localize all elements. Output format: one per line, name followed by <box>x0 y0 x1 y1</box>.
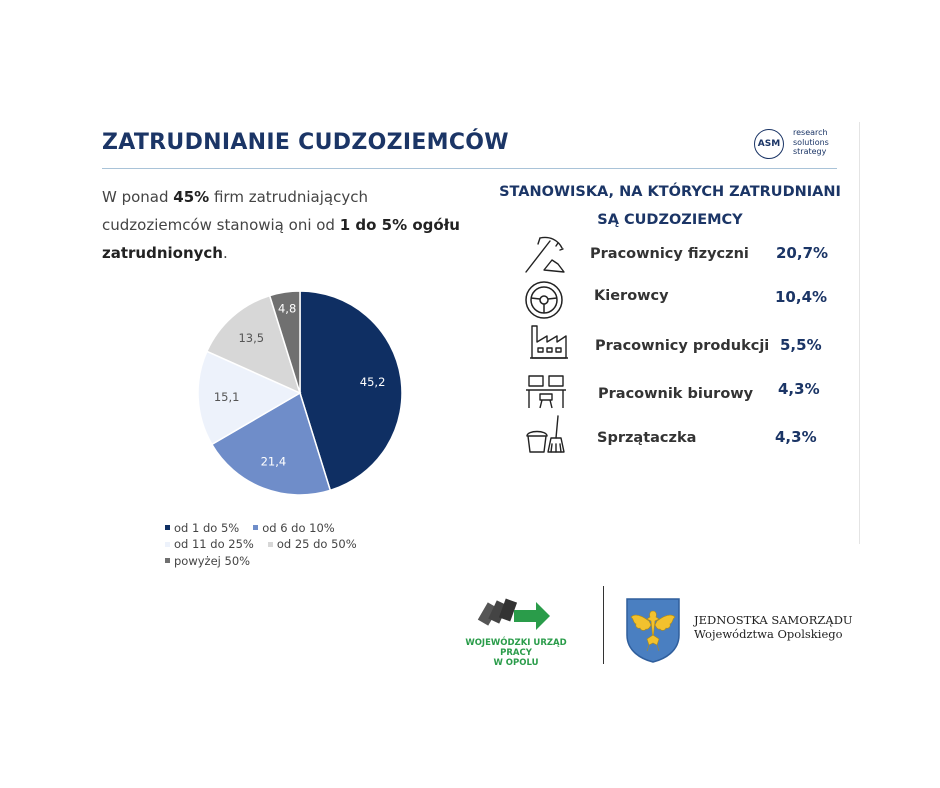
jst-line2: Województwa Opolskiego <box>694 627 843 641</box>
pie-slice-label: 45,2 <box>359 374 386 389</box>
wup-line1: WOJEWÓDZKI URZĄD PRACY <box>465 638 567 658</box>
legend-label: od 11 do 25% <box>174 537 254 551</box>
positions-title <box>496 178 844 234</box>
slide-edge-line <box>859 122 860 544</box>
position-value: 4,3% <box>775 428 817 446</box>
legend-swatch <box>165 542 170 547</box>
pie-chart <box>190 283 410 503</box>
position-label: Pracownicy fizyczni <box>590 246 749 262</box>
position-label: Pracownik biurowy <box>598 386 754 402</box>
lead-part-1: W ponad <box>102 188 174 206</box>
page-title: ZATRUDNIANIE CUDZOZIEMCÓW <box>102 130 509 155</box>
legend-item <box>165 520 239 536</box>
asm-logo <box>754 128 844 162</box>
asm-logo-mark: ASM <box>754 129 784 159</box>
legend-label: powyżej 50% <box>174 553 251 568</box>
lead-bold-1: 45% <box>173 188 210 206</box>
position-row-office <box>520 370 840 418</box>
lead-text <box>102 183 474 267</box>
cleaning-bucket-broom-icon <box>520 414 568 460</box>
legend-label: od 1 do 5% <box>174 520 240 535</box>
legend-swatch <box>253 525 258 530</box>
opolskie-eagle-crest-icon <box>625 597 681 663</box>
position-value: 10,4% <box>775 288 828 306</box>
legend-swatch <box>165 525 170 530</box>
position-label: Kierowcy <box>594 288 669 304</box>
position-row-physical <box>520 232 840 280</box>
wup-name <box>448 638 584 668</box>
wup-logo <box>448 598 584 668</box>
pie-svg <box>190 283 410 503</box>
position-row-cleaning <box>520 414 840 462</box>
jst-line1: JEDNOSTKA SAMORZĄDU <box>694 613 853 627</box>
pie-slice-label: 13,5 <box>238 331 265 346</box>
legend-item <box>165 536 254 552</box>
position-label: Pracownicy produkcji <box>595 338 770 354</box>
asm-tagline-3: strategy <box>793 147 827 156</box>
position-value: 4,3% <box>778 380 820 398</box>
legend-swatch <box>268 542 273 547</box>
asm-tagline-2: solutions <box>793 137 829 147</box>
position-label: Sprzątaczka <box>597 430 697 446</box>
position-value: 20,7% <box>776 244 829 262</box>
chart-legend <box>165 519 445 568</box>
position-row-production <box>520 322 840 370</box>
office-desk-icon <box>520 370 568 416</box>
legend-swatch <box>165 558 170 563</box>
jst-name <box>694 613 853 641</box>
factory-icon <box>520 322 568 368</box>
steering-wheel-icon <box>520 278 568 324</box>
legend-label: od 25 do 50% <box>276 537 357 551</box>
wup-line2: W OPOLU <box>493 658 539 668</box>
legend-item <box>253 520 335 536</box>
title-divider <box>102 168 837 169</box>
asm-tagline <box>793 128 829 157</box>
legend-label: od 6 do 10% <box>262 520 335 535</box>
legend-item <box>165 553 250 569</box>
footer-divider <box>603 586 604 664</box>
pie-slice-label: 21,4 <box>260 454 287 469</box>
lead-part-2: firm zatrudniających cudzoziemców stanowią oni od <box>102 188 368 234</box>
pie-slice-label: 4,8 <box>277 301 297 316</box>
legend-item <box>268 536 357 552</box>
positions-title-line1: STANOWISKA, NA KTÓRYCH ZATRUDNIANI <box>499 184 841 200</box>
positions-title-line2: SĄ CUDZOZIEMCY <box>597 212 743 228</box>
lead-bold-2: 1 do 5% ogółu zatrudnionych <box>102 216 460 262</box>
pie-slice-label: 15,1 <box>213 389 240 404</box>
pickaxe-icon <box>520 232 568 278</box>
wup-cards-arrow-icon <box>448 598 584 638</box>
position-row-drivers <box>520 278 840 326</box>
position-value: 5,5% <box>780 336 822 354</box>
lead-part-3: . <box>223 244 228 262</box>
asm-tagline-1: research <box>793 128 828 137</box>
